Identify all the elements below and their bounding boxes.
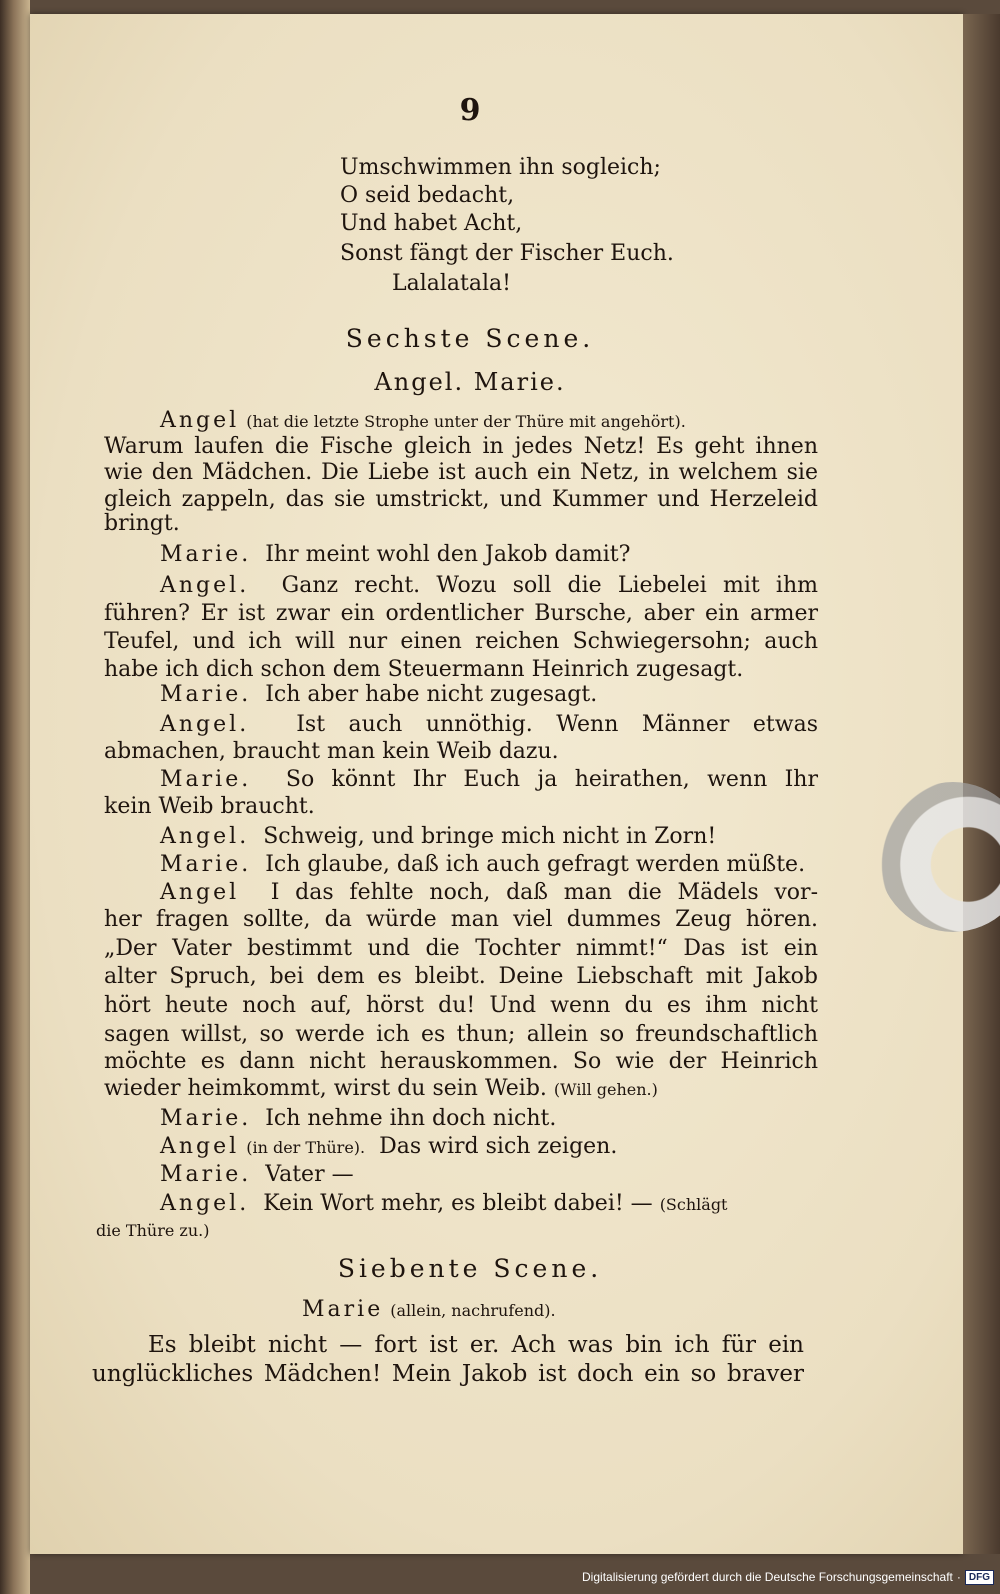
dialogue-line: [160, 541, 630, 569]
dialogue-line: Teufel, und ich will nur einen reichen Schwiegersohn; auch: [104, 629, 818, 654]
dialogue-line: [104, 1075, 658, 1104]
dialogue-line: [160, 572, 818, 600]
speaker-name: Angel: [160, 1134, 240, 1159]
speaker-name: Marie.: [160, 542, 252, 567]
footer-text: Digitalisierung gefördert durch die Deutsche Forschungsgemeinschaft: [582, 1570, 953, 1584]
dialogue-line: wie den Mädchen. Die Liebe ist auch ein Netz, in welchem sie: [104, 460, 818, 485]
dialogue-line: [160, 1133, 617, 1162]
dialogue-text: Vater —: [265, 1162, 354, 1187]
book-spine: [0, 0, 30, 1594]
dialogue-text: Kein Wort mehr, es bleibt dabei! —: [263, 1191, 653, 1216]
dialogue-text: wieder heimkommt, wirst du sein Weib.: [104, 1076, 547, 1101]
page-number: 9: [459, 93, 481, 128]
scene-characters: [302, 1296, 556, 1325]
dialogue-line: [160, 1190, 727, 1219]
dialogue-text: Ich aber habe nicht zugesagt.: [265, 682, 598, 707]
dialogue-text: Schweig, und bringe mich nicht in Zorn!: [263, 824, 717, 849]
speaker-name: Angel: [160, 880, 240, 905]
stage-direction: (allein, nachrufend).: [390, 1301, 556, 1320]
speaker-name: Marie.: [160, 852, 252, 877]
dialogue-line: gleich zappeln, das sie umstrickt, und Kummer und Herzeleid: [104, 487, 818, 512]
speaker-name: Angel: [160, 408, 240, 433]
dialogue-line: [160, 711, 818, 739]
dialogue-text: I das fehlte noch, daß man die Mädels vor-: [270, 880, 818, 905]
dialogue-line: [160, 823, 716, 851]
dialogue-text: Ganz recht. Wozu soll die Liebelei mit ihm: [281, 573, 818, 598]
poem-line: Lalalatala!: [392, 271, 511, 296]
speaker-name: Angel.: [160, 824, 250, 849]
dialogue-line: kein Weib braucht.: [104, 794, 315, 819]
dialogue-line: [96, 1216, 209, 1245]
dialogue-line: unglückliches Mädchen! Mein Jakob ist doch ein so braver: [92, 1361, 804, 1387]
stage-direction: die Thüre zu.): [96, 1221, 210, 1240]
dialogue-line: [160, 766, 818, 794]
dialogue-line: her fragen sollte, da würde man viel dummes Zeug hören.: [104, 907, 818, 932]
dialogue-line: [160, 1161, 354, 1189]
dialogue-line: [160, 681, 597, 709]
dialogue-text: Ihr meint wohl den Jakob damit?: [265, 542, 631, 567]
dialogue-line: bringt.: [104, 511, 180, 536]
dialogue-line: sagen willst, so werde ich es thun; allein so freundschaftlich: [104, 1022, 818, 1047]
speaker-name: Marie.: [160, 1162, 252, 1187]
speaker-name: Angel.: [160, 573, 250, 598]
poem-line: Umschwimmen ihn sogleich;: [340, 155, 661, 180]
scene-heading: Siebente Scene.: [337, 1254, 603, 1283]
footer-separator: ·: [956, 1570, 961, 1584]
dialogue-line: hört heute noch auf, hörst du! Und wenn du es ihm nicht: [104, 993, 818, 1018]
stage-direction: (Will gehen.): [553, 1080, 658, 1099]
dialogue-line: abmachen, braucht man kein Weib dazu.: [104, 739, 559, 764]
footer: [582, 1564, 994, 1590]
dialogue-line: [160, 1105, 556, 1133]
dialogue-line: Warum laufen die Fische gleich in jedes Netz! Es geht ihnen: [104, 434, 818, 459]
dialogue-line: „Der Vater bestimmt und die Tochter nimmt!“ Das ist ein: [104, 936, 818, 961]
dialogue-text: Ist auch unnöthig. Wenn Männer etwas: [296, 712, 818, 737]
speaker-name: Marie.: [160, 682, 252, 707]
speaker-name: Angel.: [160, 1191, 250, 1216]
dialogue-line: [160, 851, 805, 879]
speaker-name: Marie.: [160, 1106, 252, 1131]
dialogue-line: führen? Er ist zwar ein ordentlicher Bursche, aber ein armer: [104, 601, 818, 626]
dialogue-text: Ich glaube, daß ich auch gefragt werden müßte.: [265, 852, 806, 877]
dfg-logo: DFG: [965, 1570, 994, 1585]
dialogue-line: habe ich dich schon dem Steuermann Heinrich zugesagt.: [104, 657, 744, 682]
poem-line: Sonst fängt der Fischer Euch.: [340, 241, 674, 266]
dialogue-text: Das wird sich zeigen.: [379, 1134, 618, 1159]
speaker-name: Marie.: [160, 767, 252, 792]
scene-characters: Angel. Marie.: [374, 368, 566, 396]
poem-line: O seid bedacht,: [340, 183, 515, 208]
dialogue-text: Ich nehme ihn doch nicht.: [265, 1106, 557, 1131]
poem-line: Und habet Acht,: [340, 211, 523, 236]
dialogue-line: möchte es dann nicht herauskommen. So wie der Heinrich: [104, 1049, 818, 1074]
speaker-name: Angel.: [160, 712, 250, 737]
dialogue-text: So könnt Ihr Euch ja heirathen, wenn Ihr: [285, 767, 818, 792]
scene-heading: Sechste Scene.: [345, 324, 595, 353]
stage-direction: (in der Thüre).: [246, 1138, 366, 1157]
dialogue-line: [160, 407, 686, 436]
dialogue-line: [160, 879, 818, 907]
dialogue-line: Es bleibt nicht — fort ist er. Ach was bin ich für ein: [148, 1332, 804, 1358]
dialogue-line: alter Spruch, bei dem es bleibt. Deine Liebschaft mit Jakob: [104, 964, 818, 989]
stage-direction: (Schlägt: [659, 1195, 728, 1214]
stage-direction: (hat die letzte Strophe unter der Thüre mit angehört).: [246, 412, 686, 431]
speaker-name: Marie: [302, 1297, 384, 1322]
